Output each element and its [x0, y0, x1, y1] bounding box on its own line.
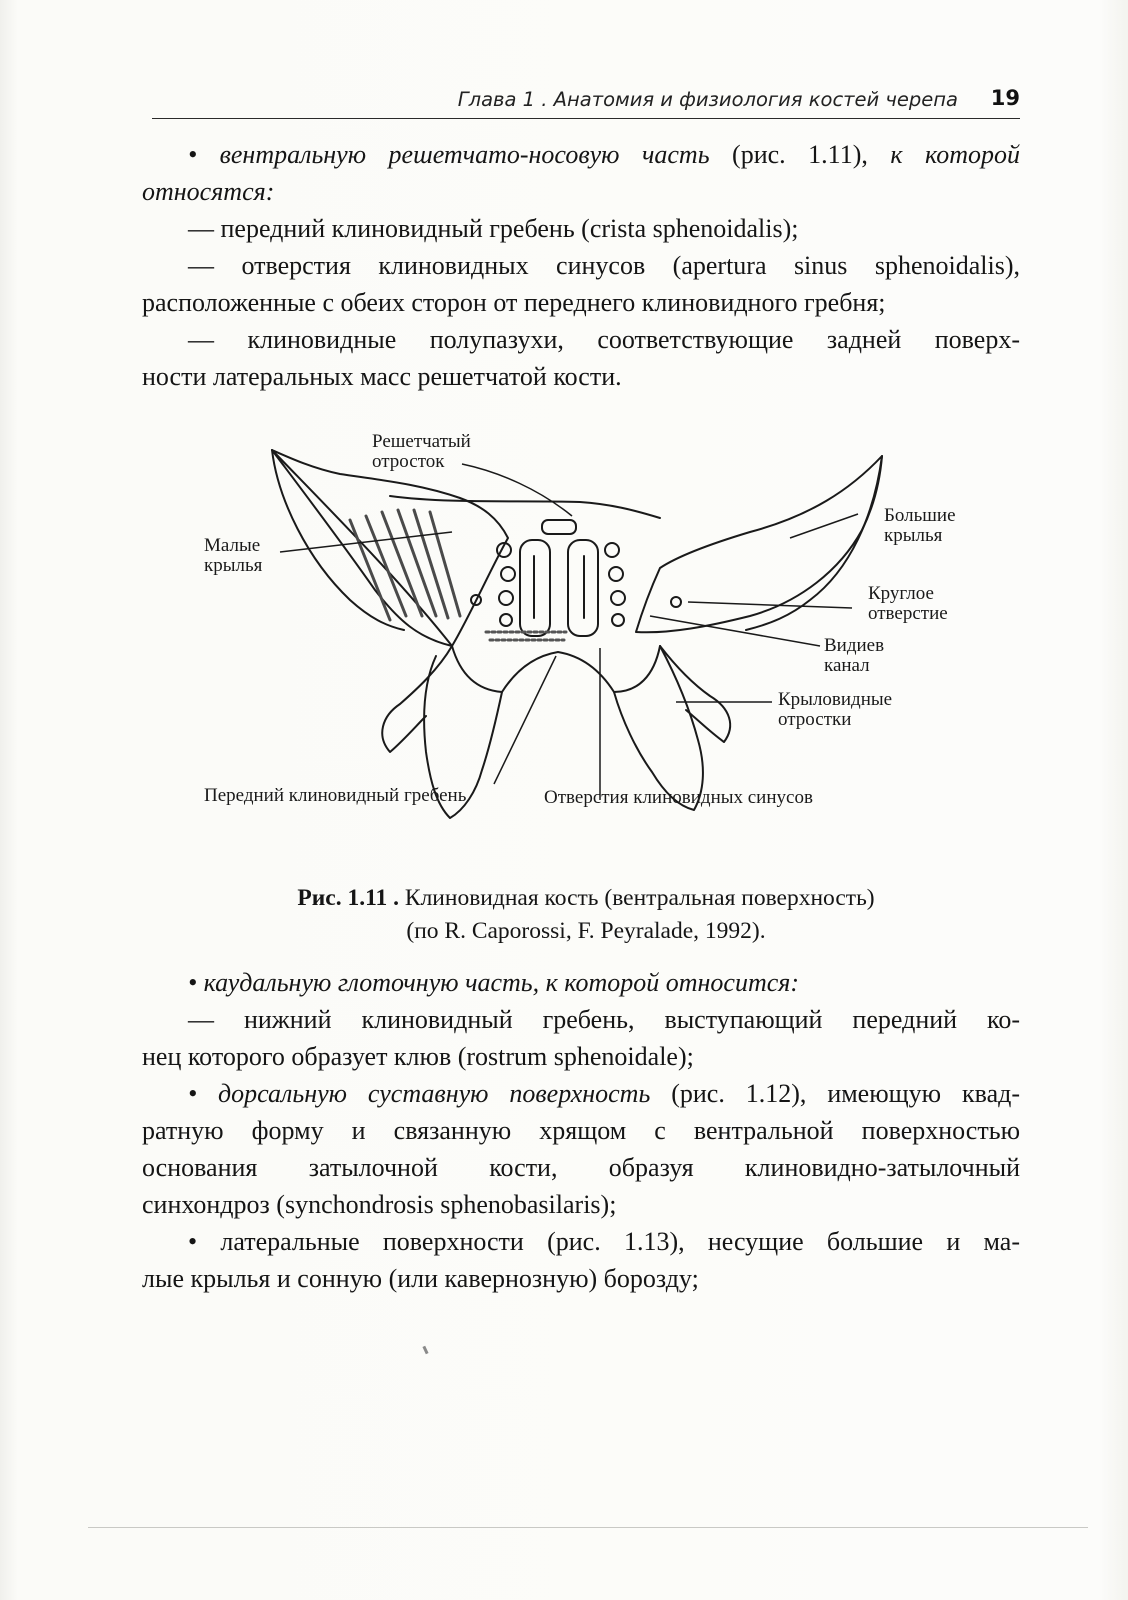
label-lesser-wings: Малые крылья — [204, 535, 263, 576]
footer-rule — [88, 1527, 1088, 1528]
list-item-apertura-line1: — отверстия клиновидных синусов (apertura sinus sphenoidalis), — [188, 251, 1020, 280]
bullet-ventral-line2: относятся: — [142, 177, 275, 206]
caption-line1: Рис. 1.11 . Клиновидная кость (вентральная поверхность) — [297, 885, 875, 911]
label-vidian-canal: Видиев канал — [824, 635, 885, 676]
sphenoid-bone-drawing — [190, 420, 1010, 840]
bullet-dorsal-line1: • дорсальную суставную поверхность (рис. 1.12), имеющую квад- — [188, 1079, 1020, 1108]
list-item-lower-crest-line1: — нижний клиновидный гребень, выступающий передний ко- — [188, 1005, 1020, 1034]
list-item-apertura-line2: расположенные с обеих сторон от переднего клиновидного гребня; — [142, 288, 886, 317]
caption-line2: (по R. Caporossi, F. Peyralade, 1992). — [406, 918, 766, 944]
label-sinus-apertures: Отверстия клиновидных синусов — [544, 787, 813, 808]
page-number: 19 — [990, 86, 1020, 110]
label-anterior-sphenoid-crest: Передний клиновидный гребень — [204, 785, 467, 806]
label-ethmoid-process: Решетчатый отросток — [372, 431, 471, 472]
label-foramen-rotundum: Круглое отверстие — [868, 583, 948, 624]
bullet-dorsal-line4: синхондроз (synchondrosis sphenobasilaris); — [142, 1190, 617, 1219]
list-item-crista: — передний клиновидный гребень (crista sphenoidalis); — [188, 214, 799, 243]
running-title: Глава 1 . Анатомия и физиология костей черепа — [457, 88, 958, 111]
figure-caption — [152, 882, 1020, 948]
text-block-top — [142, 136, 1020, 395]
list-item-halfsinus-line2: ности латеральных масс решетчатой кости. — [142, 362, 622, 391]
text-block-bottom — [142, 964, 1020, 1297]
bullet-ventral-line1: • вентральную решетчато-носовую часть (рис. 1.11), к которой — [188, 140, 1020, 169]
list-item-lower-crest-line2: нец которого образует клюв (rostrum sphenoidale); — [142, 1042, 694, 1071]
list-item-halfsinus-line1: — клиновидные полупазухи, соответствующие задней поверх- — [188, 325, 1020, 354]
running-header — [152, 86, 1020, 119]
caption-figure-number: Рис. 1.11 . — [297, 885, 400, 911]
bullet-lateral-line1: • латеральные поверхности (рис. 1.13), несущие большие и ма- — [188, 1227, 1020, 1256]
bullet-dorsal-line2: ратную форму и связанную хрящом с вентральной поверхностью — [142, 1116, 1020, 1145]
label-greater-wings: Большие крылья — [884, 505, 956, 546]
sphenoid-figure — [190, 420, 1010, 840]
bullet-lateral-line2: лые крылья и сонную (или кавернозную) борозду; — [142, 1264, 699, 1293]
bullet-dorsal-line3: основания затылочной кости, образуя клиновидно-затылочный — [142, 1153, 1020, 1182]
label-pterygoid-processes: Крыловидные отростки — [778, 689, 893, 730]
bullet-caudal: • каудальную глоточную часть, к которой относится: — [188, 968, 799, 997]
